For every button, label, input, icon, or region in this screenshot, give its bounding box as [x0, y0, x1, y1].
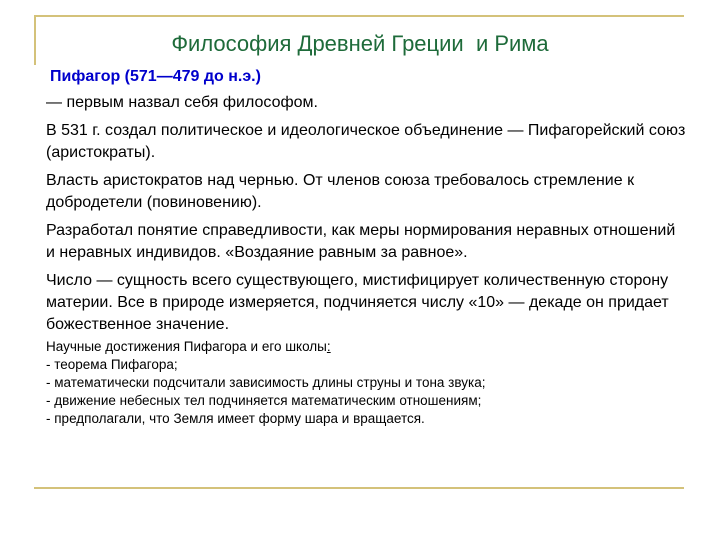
achievement-item: - математически подсчитали зависимость длины струны и тона звука; [46, 375, 486, 390]
slide-subtitle: Пифагор (571—479 до н.э.) [50, 68, 261, 85]
paragraph-aristocrats: Власть аристократов над чернью. От членов союза требовалось стремление к добродетели (повиновению). [46, 172, 635, 211]
slide-body [46, 92, 686, 428]
achievements-heading-colon: : [326, 339, 331, 354]
achievement-item: - теорема Пифагора; [46, 357, 178, 372]
slide-title: Философия Древней Греции и Рима [171, 31, 549, 56]
top-rule [34, 15, 684, 17]
bottom-rule [34, 487, 684, 489]
achievement-item: - движение небесных тел подчиняется математическим отношениям; [46, 393, 482, 408]
paragraph-number: Число — сущность всего существующего, мистифицирует количественную сторону материи. Все в природе измеряется, подчиняется числу «10» — декаде он придает божественное значение. [46, 272, 669, 333]
paragraph-philosopher: — первым назвал себя философом. [46, 94, 318, 111]
achievements-heading: Научные достижения Пифагора и его школы [46, 339, 327, 354]
paragraph-justice: Разработал понятие справедливости, как меры нормирования неравных отношений и неравных индивидов. «Воздаяние равным за равное». [46, 222, 676, 261]
achievements-heading-line [46, 338, 686, 356]
achievement-item: - предполагали, что Земля имеет форму шара и вращается. [46, 411, 425, 426]
paragraph-union: В 531 г. создал политическое и идеологическое объединение — Пифагорейский союз (аристократы). [46, 122, 686, 161]
